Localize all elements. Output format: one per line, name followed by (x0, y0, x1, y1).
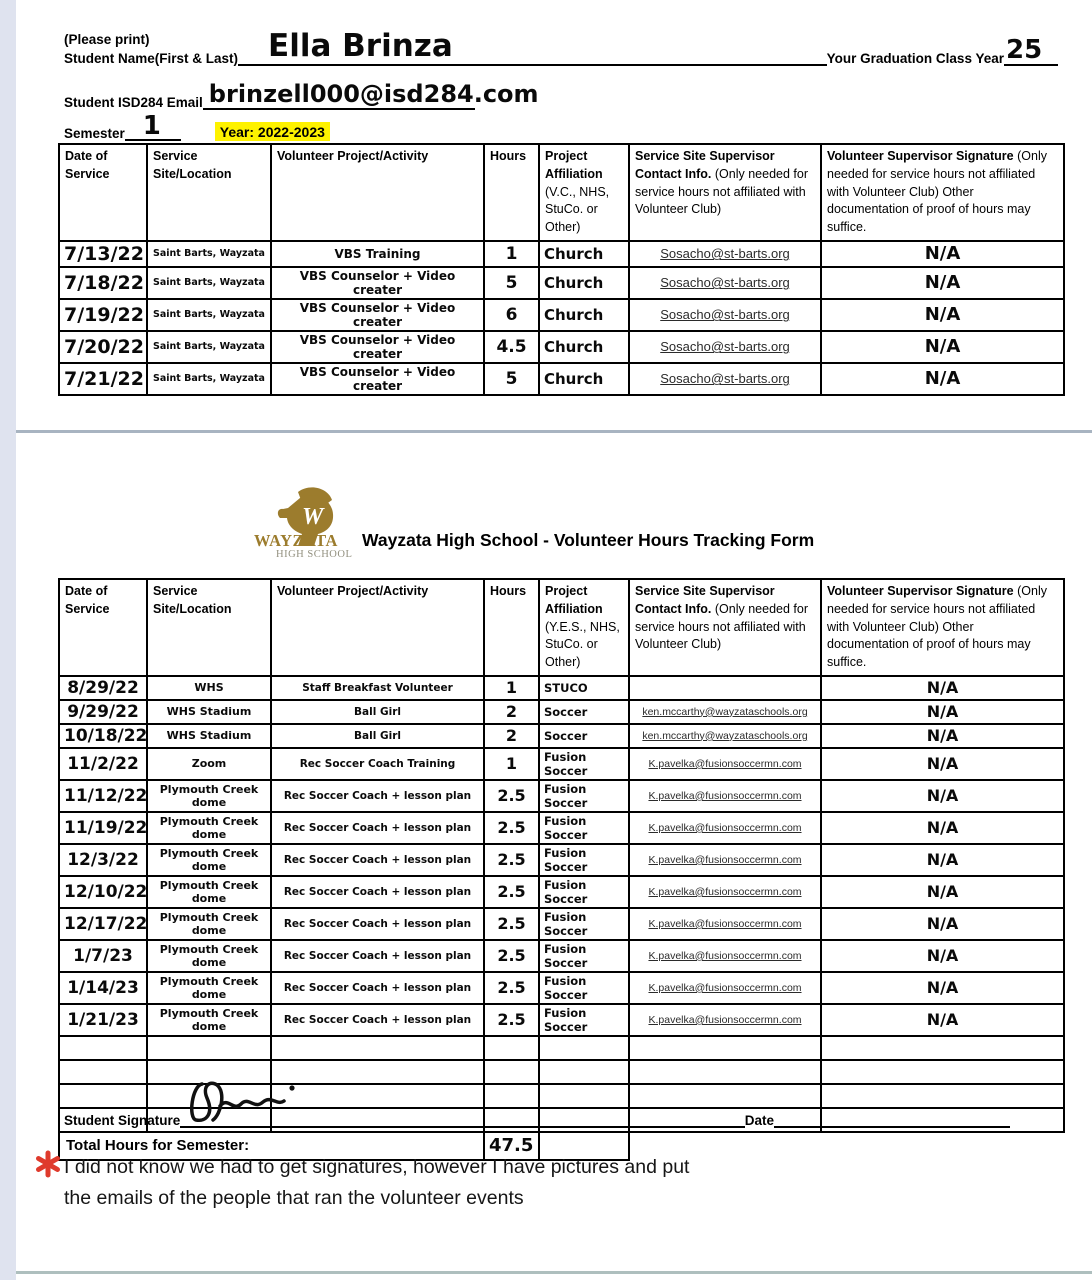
cell-site: Plymouth Creek dome (147, 972, 271, 1004)
cell-affiliation: Soccer (539, 700, 629, 724)
cell-hours: 2.5 (484, 812, 539, 844)
table-row (59, 299, 1064, 331)
cell-contact-email: K.pavelka@fusionsoccermn.com (629, 940, 821, 972)
table-row (59, 267, 1064, 299)
cell-project: VBS Counselor + Video creater (271, 267, 484, 299)
cell-contact-email: Sosacho@st-barts.org (629, 299, 821, 331)
email-label: Student ISD284 Email (64, 95, 203, 110)
cell-site: Saint Barts, Wayzata (147, 299, 271, 331)
cell-supervisor-signature: N/A (821, 876, 1064, 908)
cell-contact-email: ken.mccarthy@wayzataschools.org (629, 700, 821, 724)
cell-supervisor-signature: N/A (821, 812, 1064, 844)
cell-contact-email: K.pavelka@fusionsoccermn.com (629, 1004, 821, 1036)
page-separator-bottom (16, 1271, 1092, 1274)
cell-hours: 2.5 (484, 780, 539, 812)
cell-contact-email: K.pavelka@fusionsoccermn.com (629, 972, 821, 1004)
cell-project: Rec Soccer Coach + lesson plan (271, 780, 484, 812)
student-signature-row (64, 1112, 1010, 1128)
cell-site: Plymouth Creek dome (147, 780, 271, 812)
cell-site: Saint Barts, Wayzata (147, 331, 271, 363)
semester-label: Semester (64, 126, 125, 141)
email-field (203, 80, 539, 110)
year-highlight: Year: 2022-2023 (215, 122, 330, 141)
cell-supervisor-signature: N/A (821, 748, 1064, 780)
cell-hours: 4.5 (484, 331, 539, 363)
please-print-label: (Please print) (64, 32, 150, 47)
cell-hours: 1 (484, 676, 539, 700)
table-row (59, 700, 1064, 724)
grad-year-field (1004, 35, 1058, 66)
cell-date: 12/3/22 (59, 844, 147, 876)
cell-project: Ball Girl (271, 700, 484, 724)
empty-row (59, 1036, 1064, 1060)
cell-project: Staff Breakfast Volunteer (271, 676, 484, 700)
cell-affiliation: Fusion Soccer (539, 812, 629, 844)
cell-contact-email: K.pavelka@fusionsoccermn.com (629, 748, 821, 780)
email-row (64, 80, 539, 110)
header-contact: Service Site Supervisor Contact Info. (Only needed for service hours not affiliated with Volunteer Club) (629, 579, 821, 676)
cell-supervisor-signature: N/A (821, 241, 1064, 267)
cell-hours: 2.5 (484, 908, 539, 940)
header-date: Date of Service (59, 579, 147, 676)
student-signature-label: Student Signature (64, 1113, 181, 1128)
signature-scribble (180, 1074, 330, 1132)
logo-wordmark: WAYZATA (254, 531, 338, 550)
header-site: Service Site/Location (147, 579, 271, 676)
student-name-field (238, 28, 827, 66)
table-row (59, 908, 1064, 940)
wayzata-logo (254, 484, 364, 558)
semester-row (64, 111, 330, 141)
cell-hours: 2.5 (484, 972, 539, 1004)
cell-date: 11/12/22 (59, 780, 147, 812)
table-row (59, 876, 1064, 908)
cell-hours: 2.5 (484, 844, 539, 876)
cell-contact-email: Sosacho@st-barts.org (629, 363, 821, 395)
cell-date: 1/14/23 (59, 972, 147, 1004)
cell-site: Saint Barts, Wayzata (147, 363, 271, 395)
cell-contact-email (629, 676, 821, 700)
cell-affiliation: Fusion Soccer (539, 748, 629, 780)
cell-supervisor-signature: N/A (821, 331, 1064, 363)
table-row (59, 363, 1064, 395)
footnote-line-1: I did not know we had to get signatures, however I have pictures and put (64, 1156, 690, 1178)
cell-hours: 1 (484, 748, 539, 780)
cell-date: 7/20/22 (59, 331, 147, 363)
header-contact: Service Site Supervisor Contact Info. (Only needed for service hours not affiliated with Volunteer Club) (629, 144, 821, 241)
cell-contact-email: Sosacho@st-barts.org (629, 331, 821, 363)
cell-contact-email: Sosacho@st-barts.org (629, 241, 821, 267)
cell-contact-email: K.pavelka@fusionsoccermn.com (629, 908, 821, 940)
table2-header-row (59, 579, 1064, 676)
cell-site: Plymouth Creek dome (147, 1004, 271, 1036)
cell-affiliation: Church (539, 241, 629, 267)
cell-affiliation: Fusion Soccer (539, 876, 629, 908)
cell-project: Ball Girl (271, 724, 484, 748)
footnote-line-2: the emails of the people that ran the volunteer events (64, 1187, 524, 1209)
table-row (59, 812, 1064, 844)
cell-affiliation: Fusion Soccer (539, 940, 629, 972)
cell-affiliation: Fusion Soccer (539, 844, 629, 876)
cell-date: 7/13/22 (59, 241, 147, 267)
cell-affiliation: STUCO (539, 676, 629, 700)
volunteer-table-semester1 (58, 143, 1065, 396)
cell-site: Plymouth Creek dome (147, 940, 271, 972)
cell-hours: 5 (484, 267, 539, 299)
cell-hours: 2 (484, 724, 539, 748)
cell-site: WHS (147, 676, 271, 700)
table-row (59, 1004, 1064, 1036)
cell-hours: 2 (484, 700, 539, 724)
logo-subtext: HIGH SCHOOL (276, 549, 353, 558)
cell-contact-email: K.pavelka@fusionsoccermn.com (629, 876, 821, 908)
table-row (59, 940, 1064, 972)
table-row (59, 780, 1064, 812)
cell-supervisor-signature: N/A (821, 908, 1064, 940)
cell-supervisor-signature: N/A (821, 780, 1064, 812)
cell-affiliation: Church (539, 267, 629, 299)
logo-monogram: W (302, 504, 324, 530)
cell-date: 1/7/23 (59, 940, 147, 972)
page-separator (16, 430, 1092, 433)
header-affiliation: Project Affiliation (V.C., NHS, StuCo. or Other) (539, 144, 629, 241)
table-row (59, 972, 1064, 1004)
cell-supervisor-signature: N/A (821, 1004, 1064, 1036)
student-name-value: Ella Brinza (268, 28, 453, 64)
cell-contact-email: K.pavelka@fusionsoccermn.com (629, 780, 821, 812)
date-field (774, 1112, 1010, 1128)
student-name-label: Student Name(First & Last) (64, 51, 239, 66)
scan-left-margin (0, 0, 16, 1280)
semester-field (125, 111, 181, 141)
cell-site: Plymouth Creek dome (147, 812, 271, 844)
cell-site: Plymouth Creek dome (147, 844, 271, 876)
cell-affiliation: Church (539, 363, 629, 395)
table-row (59, 844, 1064, 876)
cell-site: WHS Stadium (147, 724, 271, 748)
cell-site: Saint Barts, Wayzata (147, 267, 271, 299)
cell-affiliation: Church (539, 299, 629, 331)
cell-project: Rec Soccer Coach + lesson plan (271, 940, 484, 972)
cell-contact-email: K.pavelka@fusionsoccermn.com (629, 812, 821, 844)
cell-date: 12/10/22 (59, 876, 147, 908)
header-site: Service Site/Location (147, 144, 271, 241)
cell-date: 1/21/23 (59, 1004, 147, 1036)
cell-hours: 6 (484, 299, 539, 331)
page-title: Wayzata High School - Volunteer Hours Tracking Form (362, 530, 815, 550)
total-hours-label: Total Hours for Semester: (59, 1132, 484, 1160)
cell-supervisor-signature: N/A (821, 299, 1064, 331)
header-signature: Volunteer Supervisor Signature (Only needed for service hours not affiliated with Volunteer Club) Other documentation of proof of hours may suffice. (821, 579, 1064, 676)
cell-date: 10/18/22 (59, 724, 147, 748)
cell-hours: 2.5 (484, 940, 539, 972)
red-asterisk-icon (33, 1149, 63, 1179)
header-project: Volunteer Project/Activity (271, 144, 484, 241)
cell-hours: 2.5 (484, 876, 539, 908)
cell-affiliation: Fusion Soccer (539, 780, 629, 812)
cell-project: Rec Soccer Coach + lesson plan (271, 844, 484, 876)
cell-supervisor-signature: N/A (821, 676, 1064, 700)
table1-header-row (59, 144, 1064, 241)
cell-project: Rec Soccer Coach + lesson plan (271, 972, 484, 1004)
cell-project: VBS Counselor + Video creater (271, 363, 484, 395)
cell-date: 7/21/22 (59, 363, 147, 395)
cell-hours: 5 (484, 363, 539, 395)
cell-date: 12/17/22 (59, 908, 147, 940)
cell-project: VBS Training (271, 241, 484, 267)
cell-site: Plymouth Creek dome (147, 876, 271, 908)
student-signature-field (180, 1112, 744, 1128)
table-row (59, 748, 1064, 780)
cell-contact-email: K.pavelka@fusionsoccermn.com (629, 844, 821, 876)
header-signature: Volunteer Supervisor Signature (Only needed for service hours not affiliated with Volunteer Club) Other documentation of proof of hours may suffice. (821, 144, 1064, 241)
cell-project: Rec Soccer Coach + lesson plan (271, 1004, 484, 1036)
cell-affiliation: Fusion Soccer (539, 972, 629, 1004)
cell-supervisor-signature: N/A (821, 724, 1064, 748)
cell-affiliation: Soccer (539, 724, 629, 748)
cell-date: 7/19/22 (59, 299, 147, 331)
cell-contact-email: Sosacho@st-barts.org (629, 267, 821, 299)
cell-affiliation: Fusion Soccer (539, 908, 629, 940)
cell-supervisor-signature: N/A (821, 363, 1064, 395)
email-value: brinzell000@isd284.com (208, 80, 539, 108)
cell-hours: 2.5 (484, 1004, 539, 1036)
cell-date: 9/29/22 (59, 700, 147, 724)
cell-affiliation: Fusion Soccer (539, 1004, 629, 1036)
cell-date: 11/19/22 (59, 812, 147, 844)
table-row (59, 676, 1064, 700)
grad-year-label: Your Graduation Class Year (826, 51, 1004, 66)
cell-contact-email: ken.mccarthy@wayzataschools.org (629, 724, 821, 748)
date-label: Date (744, 1113, 774, 1128)
cell-site: Saint Barts, Wayzata (147, 241, 271, 267)
cell-supervisor-signature: N/A (821, 940, 1064, 972)
total-hours-value: 47.5 (484, 1132, 539, 1160)
table-row (59, 331, 1064, 363)
cell-site: WHS Stadium (147, 700, 271, 724)
cell-supervisor-signature: N/A (821, 972, 1064, 1004)
table-row (59, 241, 1064, 267)
cell-supervisor-signature: N/A (821, 700, 1064, 724)
cell-hours: 1 (484, 241, 539, 267)
grad-year-value: 25 (1006, 35, 1043, 65)
cell-project: Rec Soccer Coach Training (271, 748, 484, 780)
header-date: Date of Service (59, 144, 147, 241)
header-affiliation: Project Affiliation (Y.E.S., NHS, StuCo. or Other) (539, 579, 629, 676)
cell-project: Rec Soccer Coach + lesson plan (271, 812, 484, 844)
cell-supervisor-signature: N/A (821, 267, 1064, 299)
cell-project: VBS Counselor + Video creater (271, 299, 484, 331)
cell-date: 8/29/22 (59, 676, 147, 700)
cell-site: Zoom (147, 748, 271, 780)
cell-affiliation: Church (539, 331, 629, 363)
cell-site: Plymouth Creek dome (147, 908, 271, 940)
cell-project: Rec Soccer Coach + lesson plan (271, 876, 484, 908)
cell-project: VBS Counselor + Video creater (271, 331, 484, 363)
header-project: Volunteer Project/Activity (271, 579, 484, 676)
header-hours: Hours (484, 579, 539, 676)
cell-date: 7/18/22 (59, 267, 147, 299)
table-row (59, 724, 1064, 748)
header-hours: Hours (484, 144, 539, 241)
cell-project: Rec Soccer Coach + lesson plan (271, 908, 484, 940)
cell-supervisor-signature: N/A (821, 844, 1064, 876)
cell-date: 11/2/22 (59, 748, 147, 780)
semester-value: 1 (142, 111, 161, 141)
